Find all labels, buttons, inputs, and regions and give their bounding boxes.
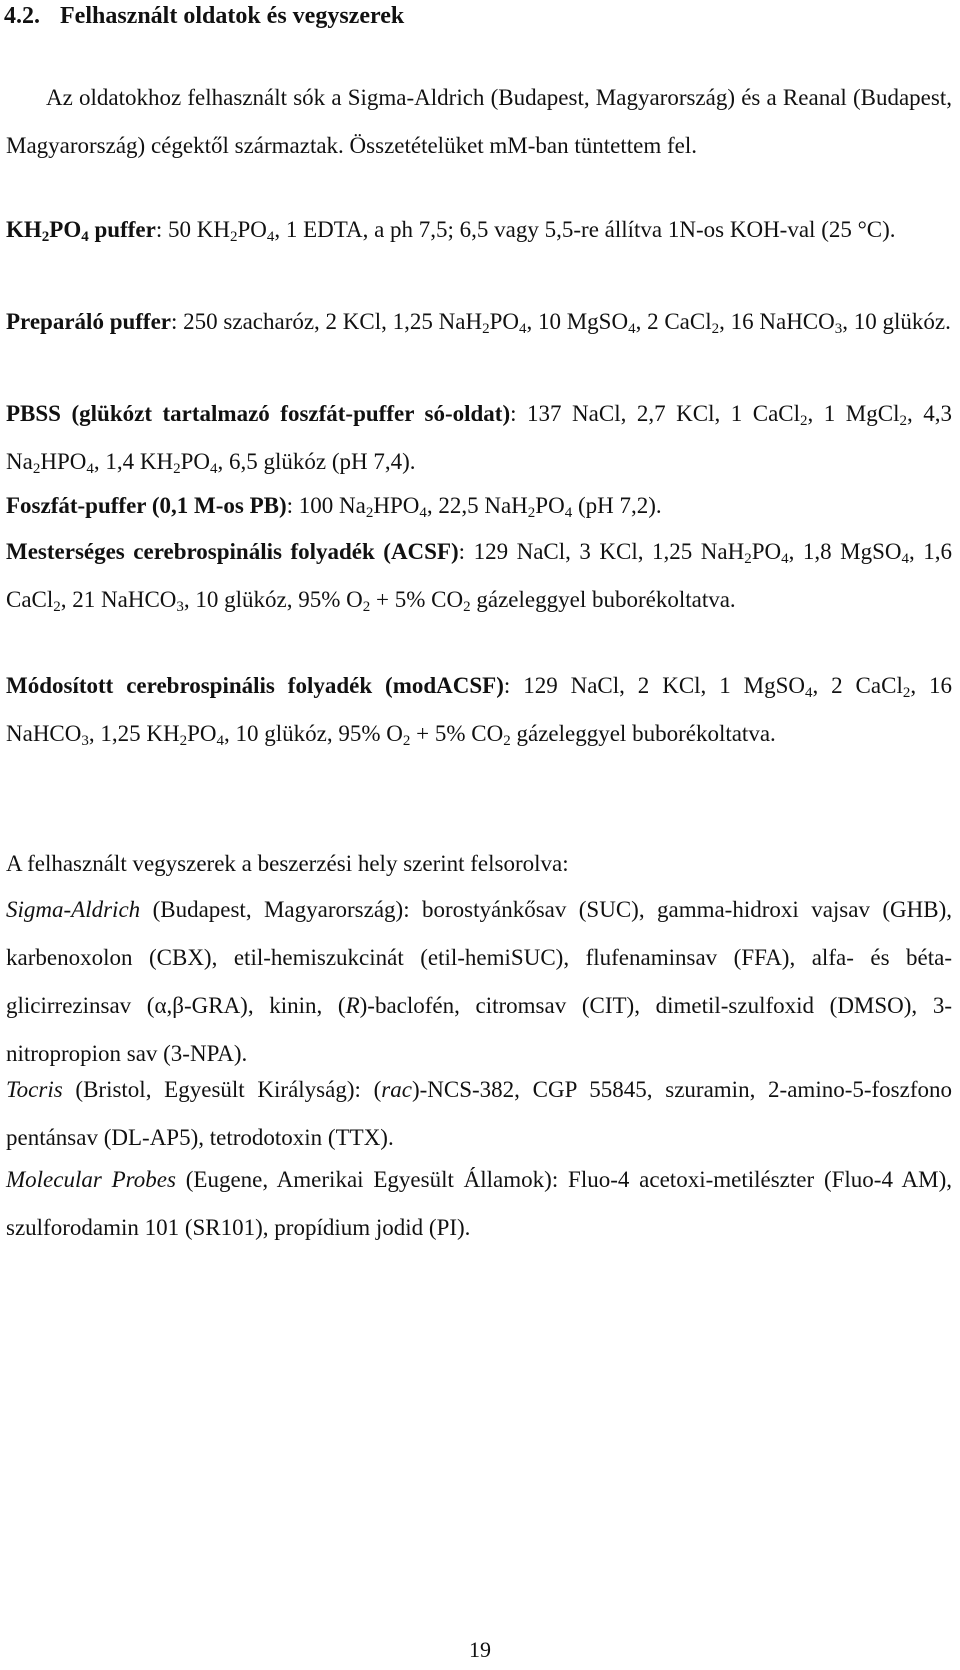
text-run: (pH 7,2).: [572, 493, 662, 518]
text-run: 2: [53, 599, 61, 615]
text-run: : 50 KH: [155, 217, 230, 242]
text-run: rac: [381, 1077, 412, 1102]
text-run: 4: [901, 551, 909, 567]
text-run: 3: [81, 733, 89, 749]
reagents-intro: A felhasznált vegyszerek a beszerzési hely szerint felsorolva:: [6, 851, 569, 876]
text-run: 2: [173, 461, 181, 477]
text-run: Sigma-Aldrich: [6, 897, 141, 922]
text-run: , 2 CaCl: [812, 673, 903, 698]
text-run: 2: [899, 413, 907, 429]
text-run: 3: [834, 321, 843, 337]
text-run: 4: [628, 321, 636, 337]
text-run: HPO: [373, 493, 420, 518]
text-run: , 16 NaHCO: [6, 673, 953, 746]
solution-preparation-buffer: [6, 298, 952, 346]
text-run: 2: [41, 229, 50, 245]
text-run: 2: [902, 685, 911, 701]
text-run: , 1,4 KH: [93, 449, 174, 474]
text-run: , 1 EDTA, a ph 7,5; 6,5 vagy 5,5-re állítva 1N-os KOH-val (25 °C).: [274, 217, 896, 242]
text-run: (Eugene, Amerikai Egyesült Államok): Fluo-4 acetoxi-metilészter (Fluo-4 AM), szulforodamin 101 (SR101), propídium jodid (PI).: [6, 1167, 952, 1240]
text-run: , 10 glükóz, 95% O: [224, 721, 403, 746]
text-run: PO: [49, 217, 82, 242]
text-run: 2: [744, 551, 752, 567]
text-run: : 250 szacharóz, 2 KCl, 1,25 NaH: [171, 309, 483, 334]
text-run: , 10 glükóz, 95% O: [183, 587, 363, 612]
text-run: , 4,3 Na: [6, 401, 952, 474]
text-run: : 129 NaCl, 2 KCl, 1 MgSO: [503, 673, 805, 698]
text-run: puffer: [88, 217, 156, 242]
solution-acsf: [6, 528, 952, 624]
text-run: gázeleggyel buborékoltatva.: [470, 587, 736, 612]
text-run: 4: [564, 505, 573, 521]
text-run: PO: [237, 217, 267, 242]
text-run: 2: [32, 461, 41, 477]
text-run: : 100 Na: [286, 493, 366, 518]
text-run: 2: [503, 733, 511, 749]
text-run: , 1,6 CaCl: [6, 539, 952, 612]
text-run: Molecular Probes: [6, 1167, 176, 1192]
text-run: , 1,8 MgSO: [788, 539, 902, 564]
text-run: , 6,5 glükóz (pH 7,4).: [217, 449, 416, 474]
text-run: HPO: [40, 449, 87, 474]
text-run: 2: [365, 505, 374, 521]
text-run: KH: [6, 217, 42, 242]
solution-modacsf: [6, 662, 952, 758]
text-run: PO: [751, 539, 782, 564]
text-run: 2: [527, 505, 536, 521]
text-run: gázeleggyel buborékoltatva.: [510, 721, 776, 746]
text-run: , 22,5 NaH: [426, 493, 528, 518]
text-run: , 1,25 KH: [88, 721, 180, 746]
text-run: 2: [463, 599, 471, 615]
text-run: 2: [482, 321, 490, 337]
text-run: 2: [711, 321, 720, 337]
text-run: , 21 NaHCO: [60, 587, 177, 612]
section-heading: [4, 0, 404, 32]
text-run: 4: [419, 505, 427, 521]
supplier-sigma-aldrich: [6, 886, 952, 1078]
text-run: , 10 MgSO: [526, 309, 629, 334]
text-run: (Bristol, Egyesült Királyság): (: [62, 1077, 382, 1102]
text-run: : 137 NaCl, 2,7 KCl, 1 CaCl: [510, 401, 801, 426]
text-run: 2: [179, 733, 188, 749]
text-run: PO: [489, 309, 519, 334]
text-run: + 5% CO: [370, 587, 464, 612]
text-run: : 129 NaCl, 3 KCl, 1,25 NaH: [458, 539, 745, 564]
text-run: 4: [804, 685, 813, 701]
text-run: 2: [362, 599, 371, 615]
text-run: 2: [800, 413, 808, 429]
text-run: PBSS (glükózt tartalmazó foszfát-puffer só-oldat): [6, 401, 511, 426]
text-run: PO: [180, 449, 210, 474]
text-run: 4: [781, 551, 789, 567]
text-run: Mesterséges cerebrospinális folyadék (ACSF): [6, 539, 459, 564]
section-title: Felhasznált oldatok és vegyszerek: [60, 3, 405, 29]
text-run: Tocris: [6, 1077, 63, 1102]
supplier-tocris: [6, 1066, 952, 1162]
text-run: 4: [209, 461, 218, 477]
text-run: (Budapest, Magyarország): borostyánkősav (SUC), gamma-hidroxi vajsav (GHB), karbenoxolon (CBX), etil-hemiszukcinát (etil-hemiSUC), flufenaminsav (FFA), alfa- és béta-glicirrezinsav (α,β-GRA), kinin, (: [6, 897, 952, 1018]
text-run: , 2 CaCl: [635, 309, 712, 334]
supplier-molecular-probes: [6, 1156, 952, 1252]
text-run: Preparáló puffer: [6, 309, 172, 334]
text-run: 3: [176, 599, 184, 615]
text-run: , 1 MgCl: [807, 401, 900, 426]
text-run: Módosított cerebrospinális folyadék (modACSF): [6, 673, 504, 698]
text-run: 2: [402, 733, 411, 749]
text-run: PO: [187, 721, 217, 746]
solution-pbss: [6, 390, 952, 486]
text-run: 4: [81, 229, 89, 245]
text-run: 4: [518, 321, 527, 337]
text-run: 4: [266, 229, 275, 245]
intro-paragraph: Az oldatokhoz felhasznált sók a Sigma-Aldrich (Budapest, Magyarország) és a Reanal (Budapest, Magyarország) cégektől származtak. Összetételüket mM-ban tüntettem fel.: [6, 85, 952, 158]
section-number: 4.2.: [4, 3, 40, 29]
text-run: , 16 NaHCO: [719, 309, 835, 334]
solution-kh2po4-buffer: [6, 206, 952, 254]
text-run: )-baclofén, citromsav (CIT), dimetil-szulfoxid (DMSO), 3-nitropropion sav (3-NPA).: [6, 993, 952, 1066]
text-run: , 10 glükóz.: [842, 309, 951, 334]
text-run: R: [345, 993, 360, 1018]
text-run: + 5% CO: [410, 721, 504, 746]
text-run: 4: [216, 733, 225, 749]
text-run: )-NCS-382, CGP 55845, szuramin, 2-amino-5-foszfono pentánsav (DL-AP5), tetrodotoxin (TTX).: [6, 1077, 952, 1150]
page-number: 19: [469, 1637, 491, 1662]
text-run: Foszfát-puffer (0,1 M-os PB): [6, 493, 287, 518]
text-run: PO: [535, 493, 565, 518]
solution-phosphate-buffer: [6, 482, 952, 530]
text-run: 2: [229, 229, 238, 245]
text-run: 4: [86, 461, 94, 477]
